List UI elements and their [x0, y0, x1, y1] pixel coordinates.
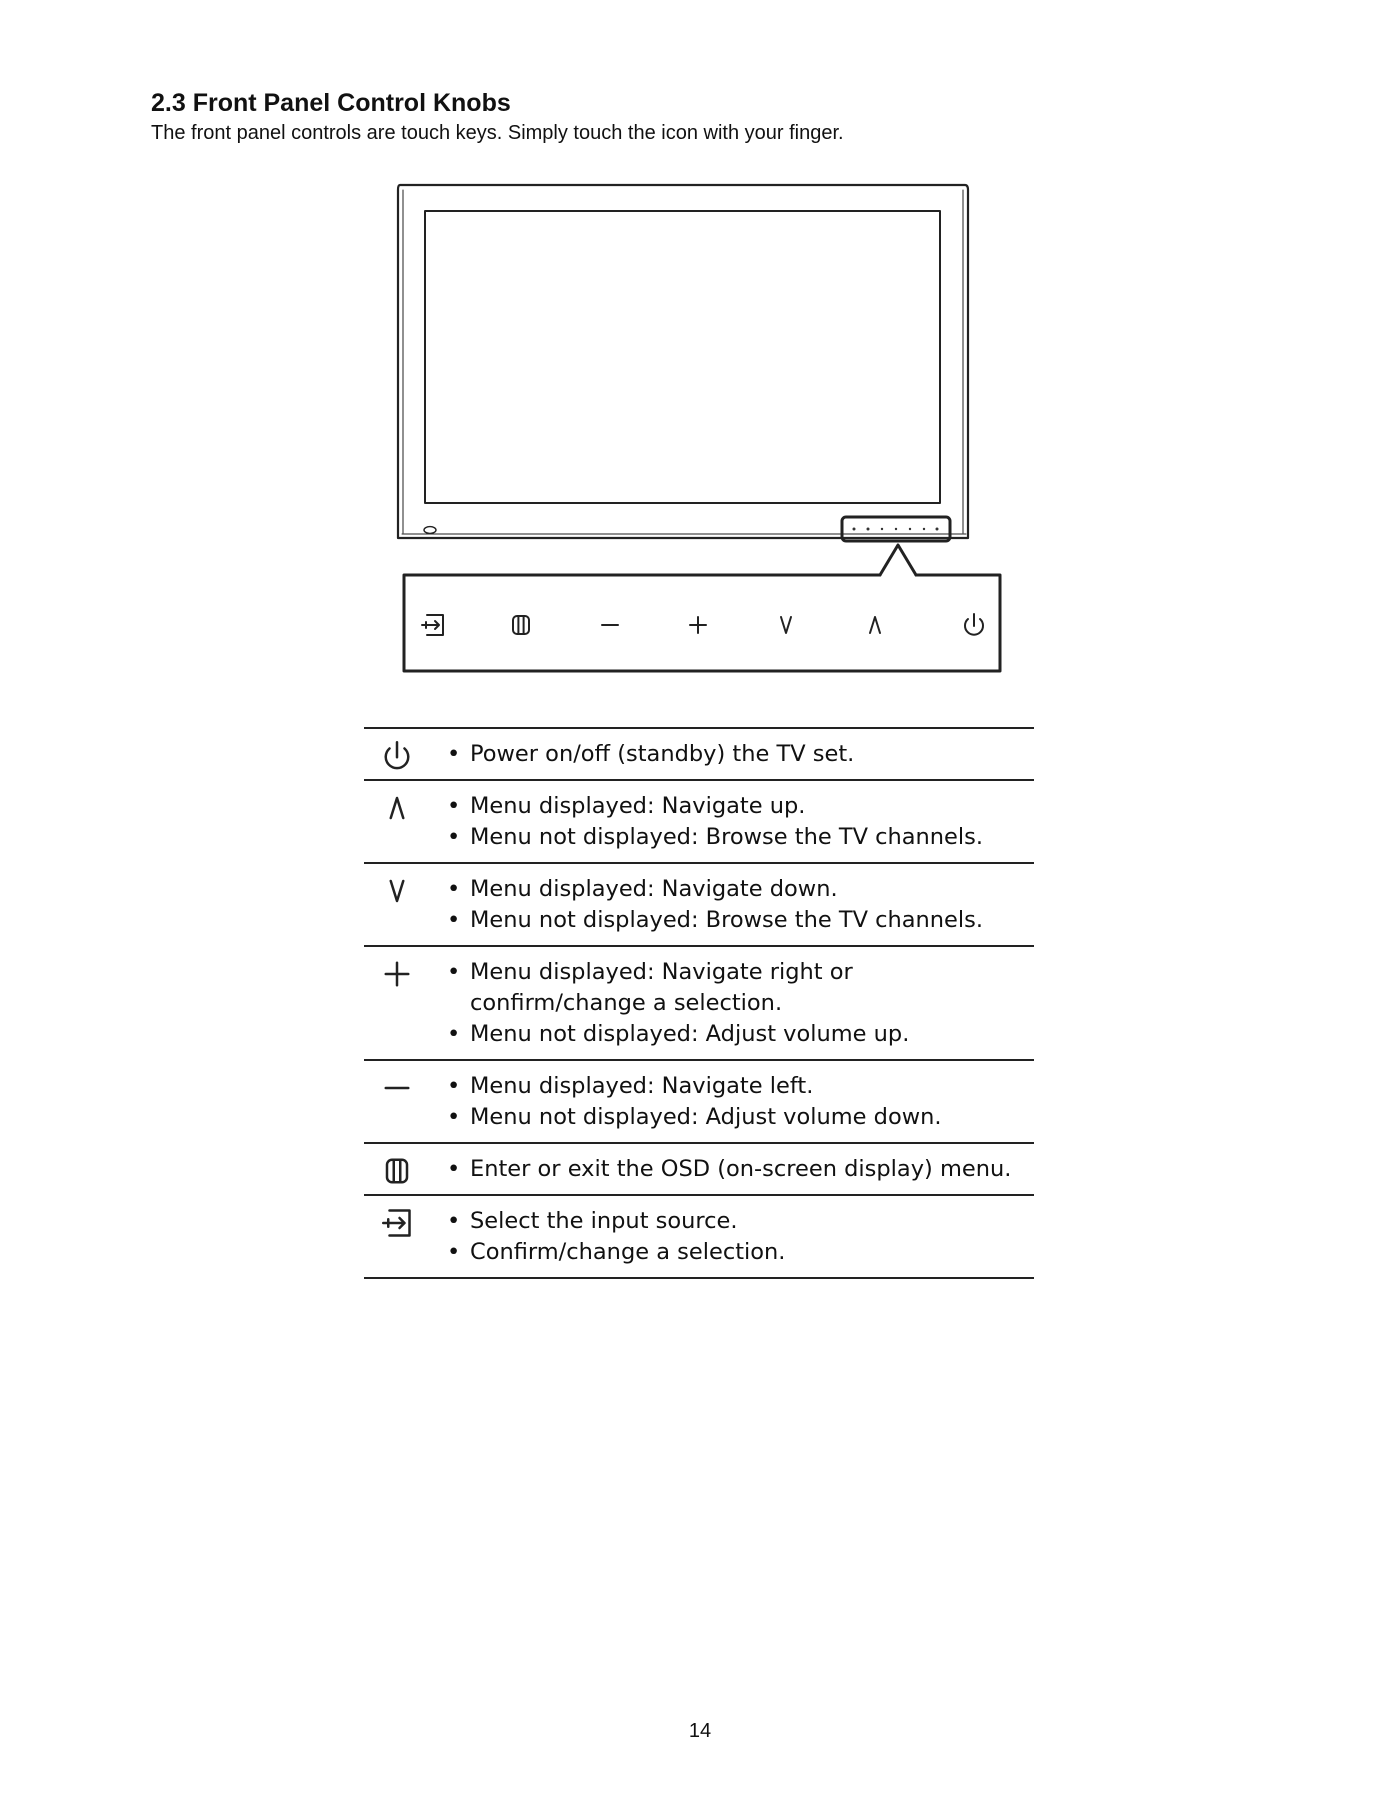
table-row: [364, 1060, 1034, 1143]
power-indicator: [424, 527, 436, 534]
list-item: • Menu not displayed: Adjust volume up.: [430, 1019, 1034, 1050]
panel-menu-icon: [513, 616, 529, 634]
list-item: • Menu not displayed: Adjust volume down.: [430, 1102, 1034, 1133]
table-row: [364, 863, 1034, 946]
channel-up-icon: [382, 793, 412, 823]
page-number: 14: [688, 1720, 712, 1742]
plus-icon: [382, 959, 412, 989]
table-row: [364, 1143, 1034, 1195]
callout-pointer: [880, 545, 916, 575]
list-item: • Select the input source.: [430, 1206, 1034, 1237]
panel-power-icon: [965, 614, 983, 635]
list-item: • Menu displayed: Navigate right or confirm/change a selection.: [430, 957, 1034, 1019]
table-row: [364, 780, 1034, 863]
list-item: • Menu not displayed: Browse the TV channels.: [430, 822, 1034, 853]
bezel-key-marks: [853, 528, 939, 531]
panel-input-source-icon: [422, 615, 443, 635]
list-item: • Power on/off (standby) the TV set.: [430, 739, 1034, 770]
table-row: [364, 728, 1034, 780]
tv-screen: [425, 211, 940, 503]
panel-channel-down-icon: [781, 617, 791, 633]
table-row: [364, 946, 1034, 1060]
control-descriptions-table: [364, 727, 1034, 1279]
list-item: • Menu displayed: Navigate down.: [430, 874, 1034, 905]
list-item: • Menu displayed: Navigate up.: [430, 791, 1034, 822]
panel-plus-icon: [690, 617, 706, 633]
list-item: • Menu not displayed: Browse the TV channels.: [430, 905, 1034, 936]
magnified-panel: [404, 575, 1000, 671]
table-row: [364, 1195, 1034, 1278]
menu-icon: [382, 1156, 412, 1186]
channel-down-icon: [382, 876, 412, 906]
input-source-icon: [380, 1208, 414, 1238]
minus-icon: [382, 1073, 412, 1103]
list-item: • Confirm/change a selection.: [430, 1237, 1034, 1268]
list-item: • Enter or exit the OSD (on-screen display) menu.: [430, 1154, 1034, 1185]
section-heading: 2.3 Front Panel Control Knobs: [151, 89, 511, 117]
list-item: • Menu displayed: Navigate left.: [430, 1071, 1034, 1102]
panel-channel-up-icon: [870, 617, 880, 633]
tv-frame: [398, 185, 968, 538]
section-intro: The front panel controls are touch keys. Simply touch the icon with your finger.: [151, 122, 844, 144]
touch-key-highlight: [842, 517, 950, 541]
power-icon: [382, 741, 412, 771]
